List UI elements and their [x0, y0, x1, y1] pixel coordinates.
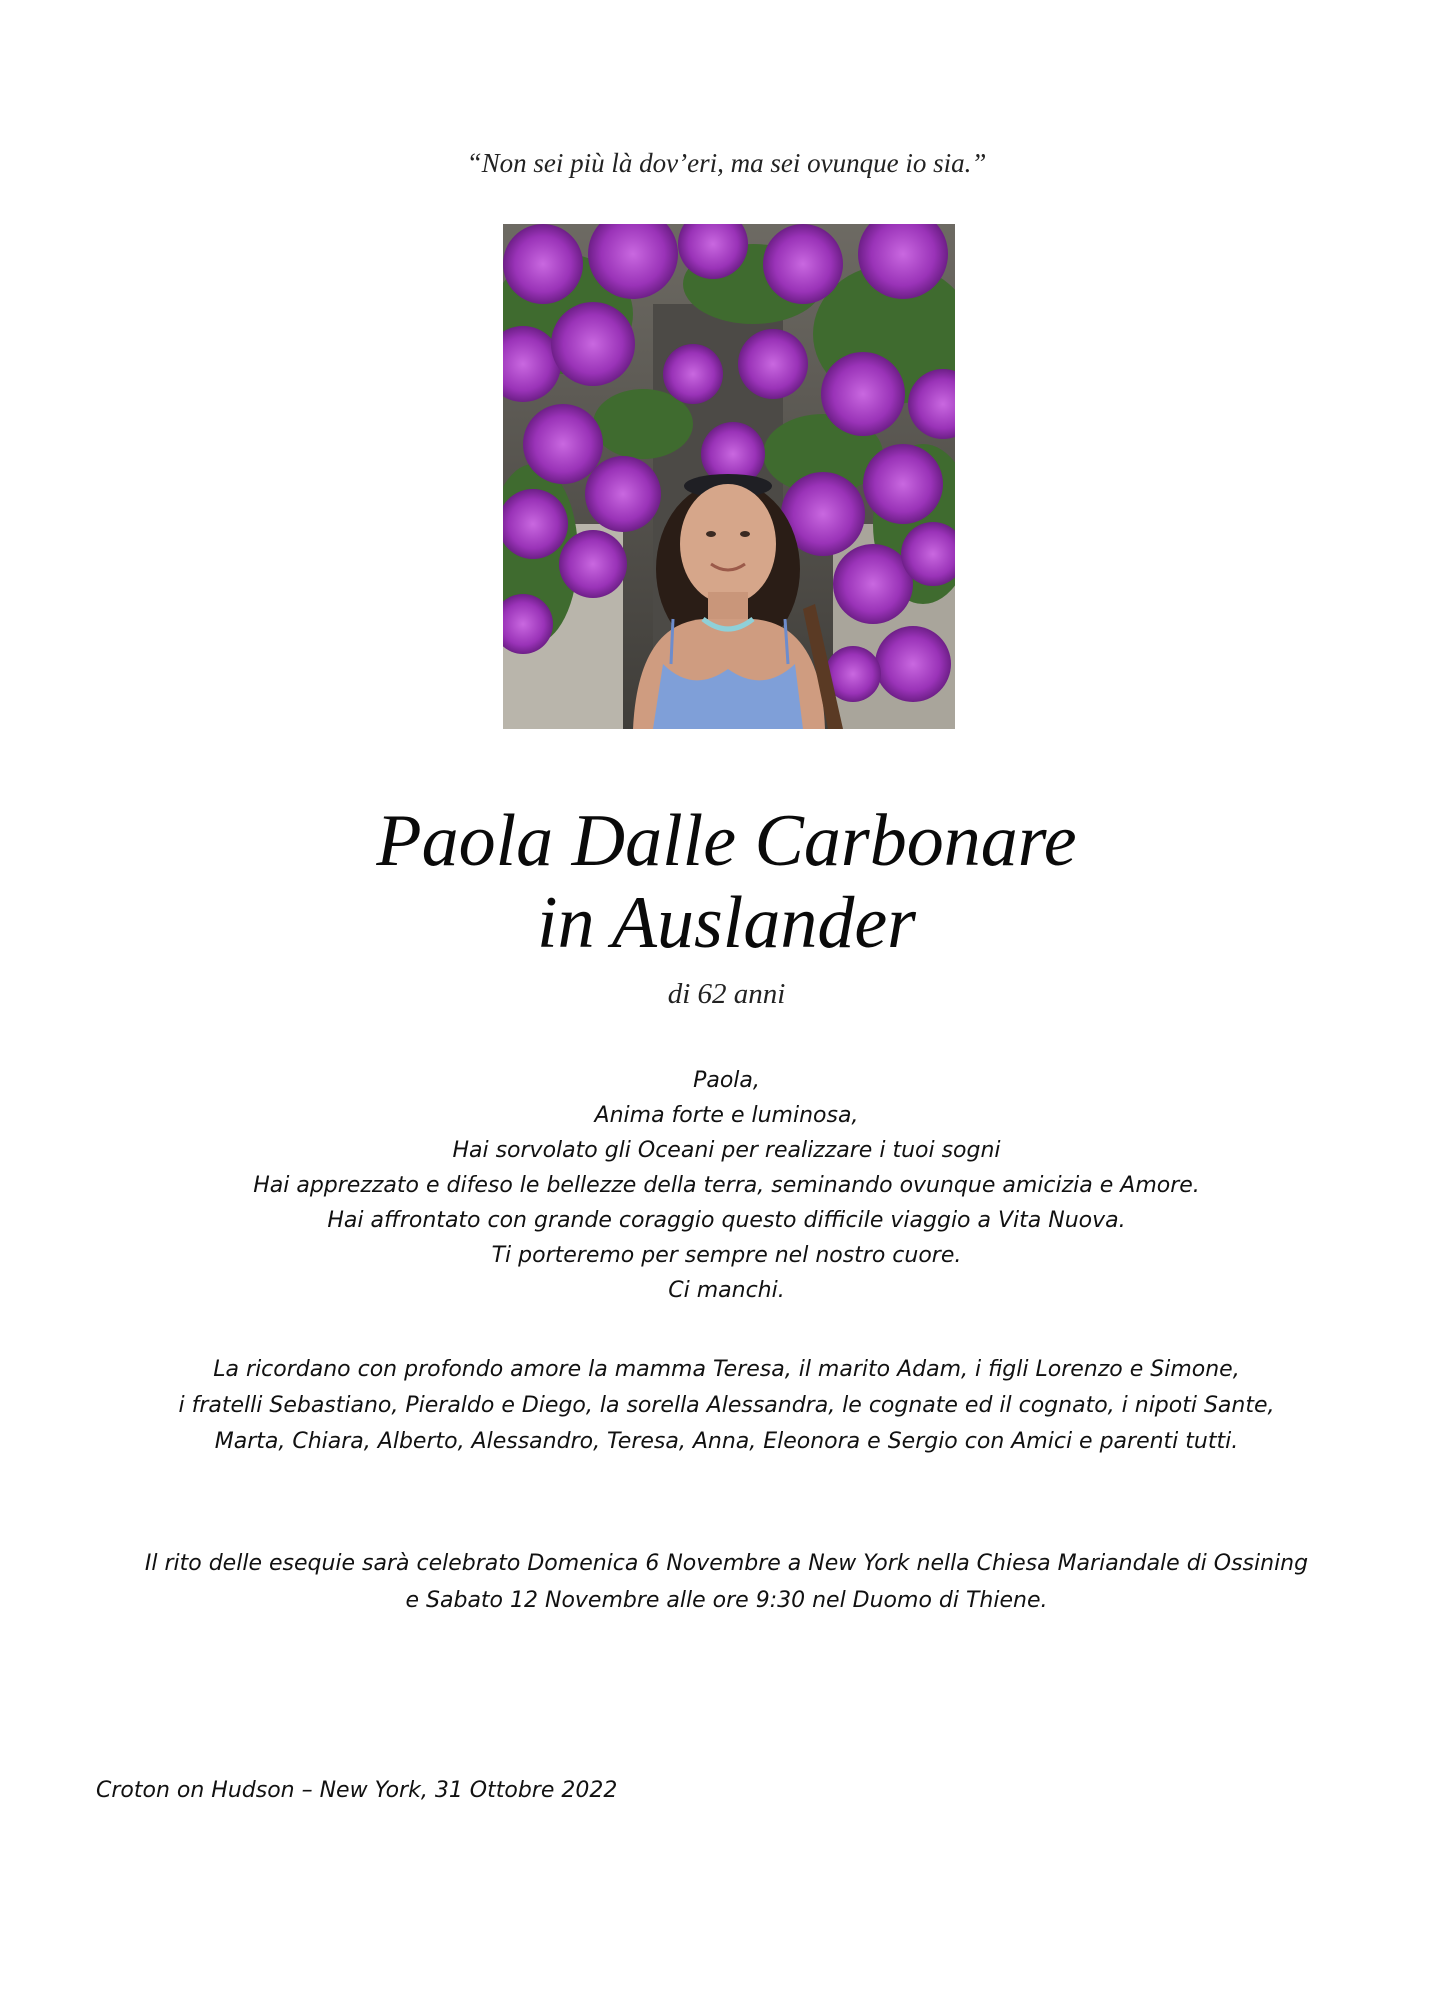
- remembered-line: i fratelli Sebastiano, Pieraldo e Diego, la sorella Alessandra, le cognate ed il cognato, i nipoti Sante,: [178, 1393, 1275, 1418]
- epigraph-quote: “Non sei più là dov’eri, ma sei ovunque io sia.”: [466, 148, 987, 178]
- place-and-date: Croton on Hudson – New York, 31 Ottobre 2022: [96, 1778, 618, 1803]
- portrait-photo: [503, 224, 955, 729]
- age-line: di 62 anni: [667, 978, 786, 1010]
- remembered-line: Marta, Chiara, Alberto, Alessandro, Teresa, Anna, Eleonora e Sergio con Amici e parenti tutti.: [214, 1429, 1239, 1454]
- name-line-1: Paola Dalle Carbonare: [376, 800, 1077, 882]
- remembered-line: La ricordano con profondo amore la mamma Teresa, il marito Adam, i figli Lorenzo e Simone,: [213, 1357, 1240, 1382]
- poem-line: Anima forte e luminosa,: [594, 1103, 859, 1128]
- deceased-name: [0, 800, 1453, 964]
- name-line-2: in Auslander: [537, 882, 916, 964]
- tribute-poem: [0, 1063, 1453, 1308]
- funeral-announcement: [0, 1545, 1453, 1619]
- poem-line: Paola,: [693, 1068, 760, 1093]
- poem-line: Hai sorvolato gli Oceani per realizzare i tuoi sogni: [452, 1138, 1001, 1163]
- remembered-by-paragraph: [0, 1352, 1453, 1460]
- funeral-line: e Sabato 12 Novembre alle ore 9:30 nel Duomo di Thiene.: [405, 1588, 1048, 1613]
- poem-line: Hai affrontato con grande coraggio questo difficile viaggio a Vita Nuova.: [327, 1208, 1126, 1233]
- poem-line: Ti porteremo per sempre nel nostro cuore.: [491, 1243, 962, 1268]
- funeral-line: Il rito delle esequie sarà celebrato Domenica 6 Novembre a New York nella Chiesa Mariandale di Ossining: [144, 1551, 1309, 1576]
- poem-line: Hai apprezzato e difeso le bellezze della terra, seminando ovunque amicizia e Amore.: [253, 1173, 1200, 1198]
- poem-line: Ci manchi.: [668, 1278, 785, 1303]
